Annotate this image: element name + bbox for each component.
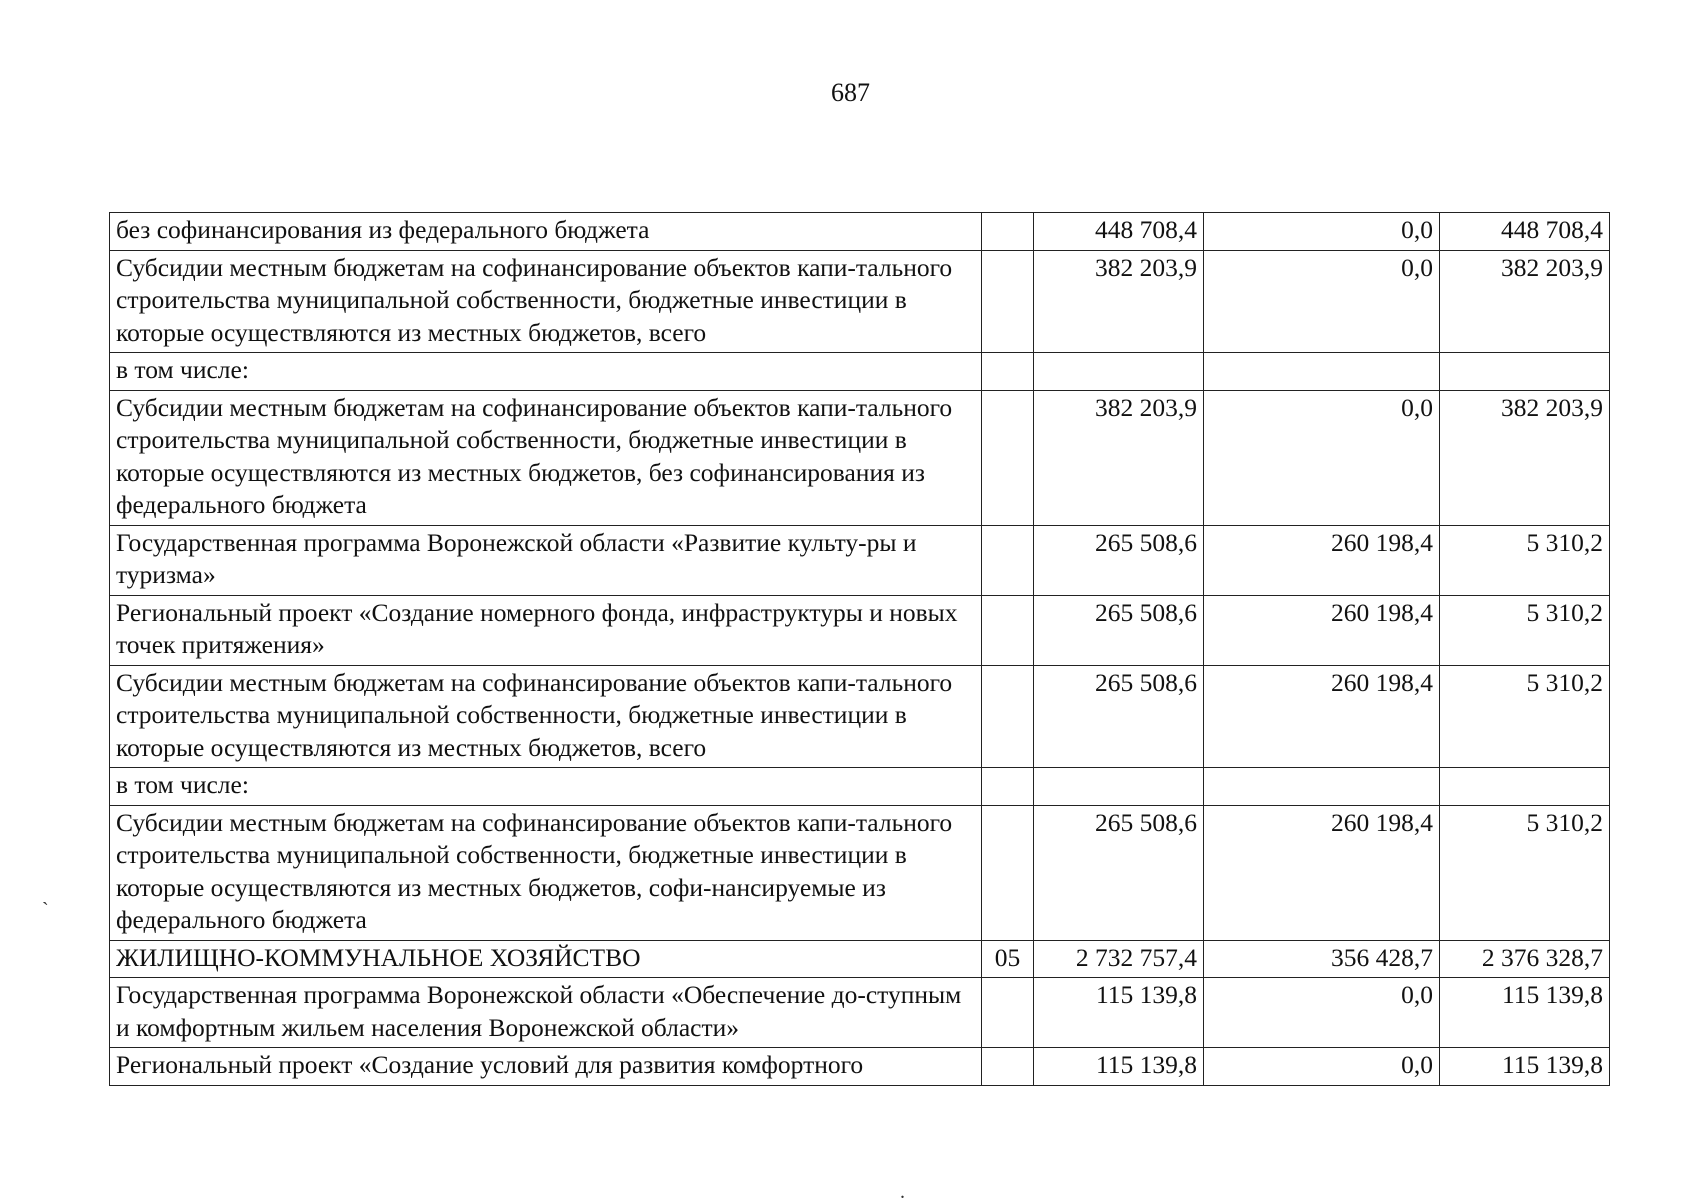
row-code-cell	[982, 665, 1034, 768]
row-name-cell: Субсидии местным бюджетам на софинансирование объектов капи-тального строительства муниципальной собственности, бюджетные инвестиции в которые осуществляются из местных бюджетов, всего	[110, 665, 982, 768]
row-federal-cell: 260 198,4	[1204, 525, 1440, 595]
table-row	[110, 213, 1610, 251]
row-federal-cell: 0,0	[1204, 250, 1440, 353]
row-total-cell: 265 508,6	[1034, 525, 1204, 595]
row-regional-cell: 5 310,2	[1440, 525, 1610, 595]
table-row	[110, 665, 1610, 768]
row-federal-cell	[1204, 353, 1440, 391]
table-row	[110, 805, 1610, 940]
row-regional-cell	[1440, 353, 1610, 391]
row-name-cell: Государственная программа Воронежской области «Развитие культу-ры и туризма»	[110, 525, 982, 595]
row-name-cell: Субсидии местным бюджетам на софинансирование объектов капи-тального строительства муниципальной собственности, бюджетные инвестиции в которые осуществляются из местных бюджетов, софи-нансируемые из федерального бюджета	[110, 805, 982, 940]
table-row	[110, 525, 1610, 595]
row-total-cell: 448 708,4	[1034, 213, 1204, 251]
row-total-cell: 382 203,9	[1034, 250, 1204, 353]
row-code-cell	[982, 805, 1034, 940]
row-name-cell: в том числе:	[110, 768, 982, 806]
row-name-cell: Государственная программа Воронежской области «Обеспечение до-ступным и комфортным жильем населения Воронежской области»	[110, 978, 982, 1048]
row-federal-cell: 0,0	[1204, 978, 1440, 1048]
table-row	[110, 1048, 1610, 1086]
row-federal-cell	[1204, 768, 1440, 806]
row-name-cell: ЖИЛИЩНО-КОММУНАЛЬНОЕ ХОЗЯЙСТВО	[110, 940, 982, 978]
row-federal-cell: 0,0	[1204, 213, 1440, 251]
row-code-cell	[982, 353, 1034, 391]
table-row	[110, 390, 1610, 525]
row-regional-cell: 5 310,2	[1440, 595, 1610, 665]
table-row	[110, 940, 1610, 978]
row-total-cell: 115 139,8	[1034, 1048, 1204, 1086]
row-federal-cell: 260 198,4	[1204, 665, 1440, 768]
table-row	[110, 768, 1610, 806]
row-total-cell	[1034, 768, 1204, 806]
scan-mark: `	[42, 899, 49, 921]
row-code-cell	[982, 390, 1034, 525]
scan-mark: .	[900, 1181, 905, 1203]
table-row	[110, 250, 1610, 353]
row-regional-cell	[1440, 768, 1610, 806]
table-row	[110, 978, 1610, 1048]
row-federal-cell: 356 428,7	[1204, 940, 1440, 978]
row-regional-cell: 382 203,9	[1440, 250, 1610, 353]
row-federal-cell: 260 198,4	[1204, 595, 1440, 665]
row-regional-cell: 448 708,4	[1440, 213, 1610, 251]
row-name-cell: Региональный проект «Создание номерного фонда, инфраструктуры и новых точек притяжения»	[110, 595, 982, 665]
row-total-cell: 265 508,6	[1034, 595, 1204, 665]
row-regional-cell: 5 310,2	[1440, 805, 1610, 940]
row-total-cell: 265 508,6	[1034, 665, 1204, 768]
row-total-cell: 115 139,8	[1034, 978, 1204, 1048]
row-code-cell	[982, 525, 1034, 595]
table-row	[110, 353, 1610, 391]
row-code-cell: 05	[982, 940, 1034, 978]
budget-table	[109, 212, 1610, 1086]
row-name-cell: без софинансирования из федерального бюджета	[110, 213, 982, 251]
row-regional-cell: 115 139,8	[1440, 978, 1610, 1048]
row-code-cell	[982, 978, 1034, 1048]
row-total-cell: 382 203,9	[1034, 390, 1204, 525]
row-regional-cell: 115 139,8	[1440, 1048, 1610, 1086]
row-regional-cell: 382 203,9	[1440, 390, 1610, 525]
row-name-cell: Субсидии местным бюджетам на софинансирование объектов капи-тального строительства муниципальной собственности, бюджетные инвестиции в которые осуществляются из местных бюджетов, всего	[110, 250, 982, 353]
row-code-cell	[982, 595, 1034, 665]
row-name-cell: в том числе:	[110, 353, 982, 391]
row-total-cell: 2 732 757,4	[1034, 940, 1204, 978]
row-code-cell	[982, 250, 1034, 353]
row-name-cell: Субсидии местным бюджетам на софинансирование объектов капи-тального строительства муниципальной собственности, бюджетные инвестиции в которые осуществляются из местных бюджетов, без софинансирования из федерального бюджета	[110, 390, 982, 525]
row-regional-cell: 2 376 328,7	[1440, 940, 1610, 978]
budget-table-body	[110, 213, 1610, 1086]
table-row	[110, 595, 1610, 665]
page-number: 687	[831, 78, 870, 107]
row-code-cell	[982, 213, 1034, 251]
row-federal-cell: 0,0	[1204, 1048, 1440, 1086]
row-regional-cell: 5 310,2	[1440, 665, 1610, 768]
row-code-cell	[982, 1048, 1034, 1086]
row-federal-cell: 0,0	[1204, 390, 1440, 525]
row-total-cell: 265 508,6	[1034, 805, 1204, 940]
row-name-cell: Региональный проект «Создание условий для развития комфортного	[110, 1048, 982, 1086]
row-code-cell	[982, 768, 1034, 806]
row-total-cell	[1034, 353, 1204, 391]
row-federal-cell: 260 198,4	[1204, 805, 1440, 940]
